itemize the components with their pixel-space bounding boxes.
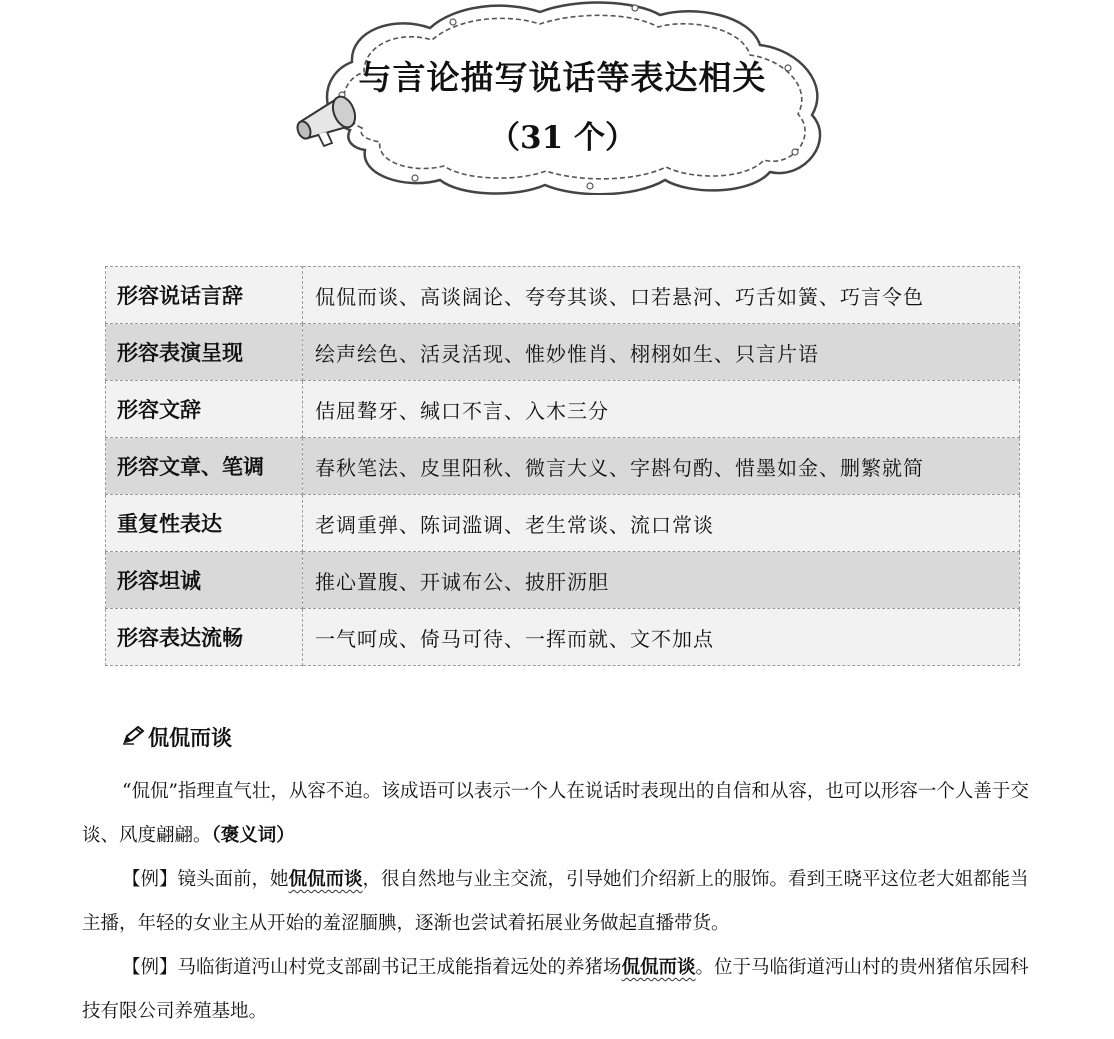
category-cell: 形容说话言辞 xyxy=(106,267,303,324)
idioms-cell: 春秋笔法、皮里阳秋、微言大义、字斟句酌、惜墨如金、删繁就简 xyxy=(303,438,1020,495)
category-cell: 形容文辞 xyxy=(106,381,303,438)
example-text-before: 马临街道沔山村党支部副书记王成能指着远处的养猪场 xyxy=(177,957,622,978)
example-text-before: 镜头面前，她 xyxy=(177,869,289,890)
pencil-icon xyxy=(122,725,146,750)
example-label: 【例】 xyxy=(122,957,178,978)
example-idiom: 侃侃而谈 xyxy=(621,957,696,978)
page-subtitle-count: （31 个） xyxy=(489,120,636,156)
idioms-cell: 老调重弹、陈词滥调、老生常谈、流口常谈 xyxy=(303,495,1020,552)
idioms-cell: 推心置腹、开诚布公、披肝沥胆 xyxy=(303,552,1020,609)
idioms-cell: 佶屈聱牙、缄口不言、入木三分 xyxy=(303,381,1020,438)
idiom-category-table xyxy=(105,266,1020,666)
page-title: 与言论描写说话等表达相关 xyxy=(358,58,767,97)
idioms-cell: 侃侃而谈、高谈阔论、夸夸其谈、口若悬河、巧舌如簧、巧言令色 xyxy=(303,267,1020,324)
idioms-cell: 绘声绘色、活灵活现、惟妙惟肖、栩栩如生、只言片语 xyxy=(303,324,1020,381)
category-cell: 形容表演呈现 xyxy=(106,324,303,381)
table-row xyxy=(106,438,1020,495)
example-paragraph xyxy=(82,858,1047,946)
table-row xyxy=(106,324,1020,381)
definition-paragraph xyxy=(82,770,1047,858)
category-cell: 形容坦诚 xyxy=(106,552,303,609)
title-banner xyxy=(290,0,835,195)
category-cell: 形容文章、笔调 xyxy=(106,438,303,495)
category-cell: 形容表达流畅 xyxy=(106,609,303,666)
table-row xyxy=(106,552,1020,609)
example-text-after: 。位于马临街道沔山村的贵州猪倌乐园科技有限公司养殖基地。 xyxy=(82,957,1029,1022)
idioms-cell: 一气呵成、倚马可待、一挥而就、文不加点 xyxy=(303,609,1020,666)
example-idiom: 侃侃而谈 xyxy=(288,869,363,890)
definition-tag: （褒义词） xyxy=(211,825,295,846)
table-row xyxy=(106,495,1020,552)
table-row xyxy=(106,609,1020,666)
example-paragraph xyxy=(82,946,1047,1034)
example-label: 【例】 xyxy=(122,869,178,890)
table-row xyxy=(106,267,1020,324)
section-heading xyxy=(122,722,232,752)
definition-text: “侃侃”指理直气壮，从容不迫。该成语可以表示一个人在说话时表现出的自信和从容，也可以形容一个人善于交谈、风度翩翩。 xyxy=(82,781,1029,846)
example-text-after: ，很自然地与业主交流，引导她们介绍新上的服饰。看到王晓平这位老大姐都能当主播，年轻的女业主从开始的羞涩腼腆，逐渐也尝试着拓展业务做起直播带货。 xyxy=(82,869,1029,934)
table-row xyxy=(106,381,1020,438)
category-cell: 重复性表达 xyxy=(106,495,303,552)
section-heading-text: 侃侃而谈 xyxy=(148,726,232,750)
